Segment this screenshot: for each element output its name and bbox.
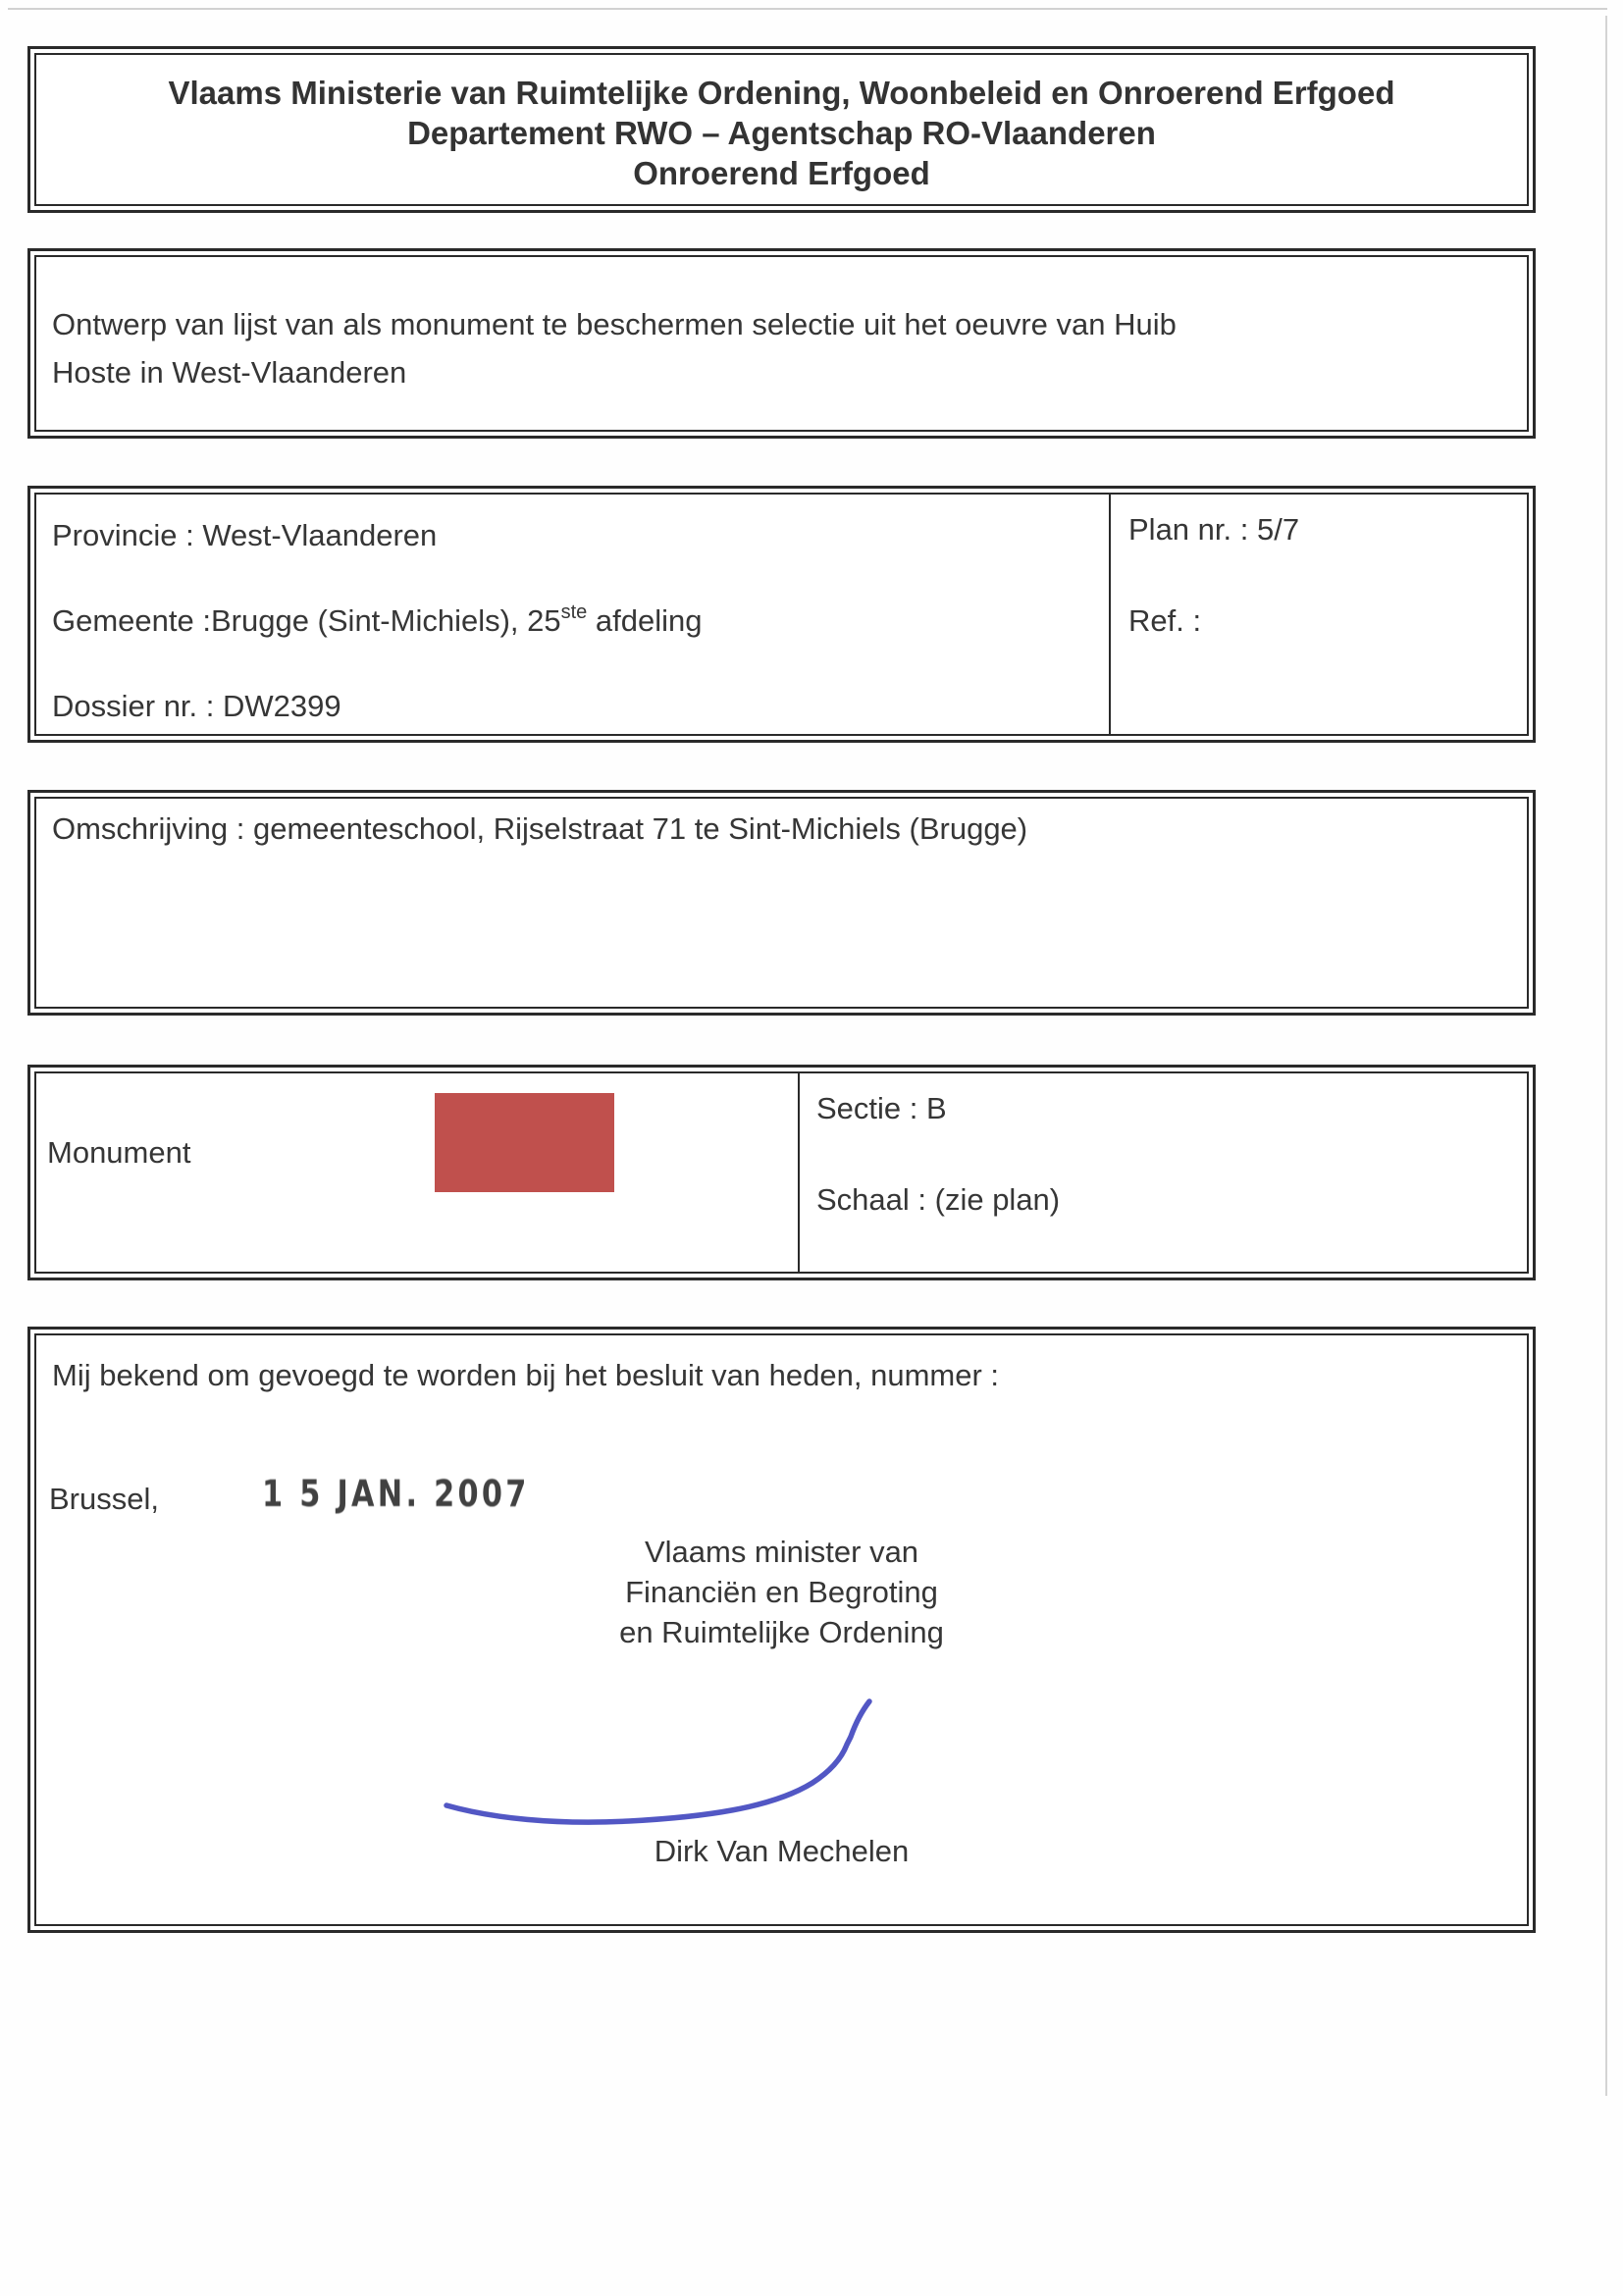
subject-line-2: Hoste in West-Vlaanderen — [52, 355, 407, 390]
ministry-line-3: Onroerend Erfgoed — [633, 155, 930, 191]
description-box — [27, 790, 1536, 1016]
location-details-inner — [34, 493, 1529, 736]
monument-label: Monument — [47, 1135, 191, 1170]
subject-inner — [34, 255, 1529, 432]
subject-box — [27, 248, 1536, 439]
description-inner — [34, 797, 1529, 1009]
date-stamp: 1 5 JAN. 2007 — [262, 1473, 530, 1515]
minister-title-block — [36, 1532, 1527, 1652]
scan-edge-top — [8, 8, 1607, 10]
subject-text — [52, 300, 1177, 396]
dossier-field: Dossier nr. : DW2399 — [52, 689, 341, 723]
omschrijving-field: Omschrijving : gemeenteschool, Rijselstraat 71 te Sint-Michiels (Brugge) — [52, 811, 1028, 846]
minister-title-line-2: Financiën en Begroting — [625, 1575, 938, 1609]
signature-box — [27, 1327, 1536, 1933]
attestation-statement: Mij bekend om gevoegd te worden bij het besluit van heden, nummer : — [52, 1358, 1000, 1392]
legend-box — [27, 1065, 1536, 1280]
signature-path — [446, 1701, 869, 1822]
ministry-line-1: Vlaams Ministerie van Ruimtelijke Ordening, Woonbeleid en Onroerend Erfgoed — [168, 75, 1395, 111]
sectie-field: Sectie : B — [816, 1091, 947, 1125]
signature-inner — [34, 1333, 1529, 1926]
plan-nr-field: Plan nr. : 5/7 — [1128, 512, 1300, 547]
monument-color-swatch — [435, 1093, 614, 1192]
ministry-header-box — [27, 46, 1536, 213]
schaal-field: Schaal : (zie plan) — [816, 1182, 1061, 1217]
minister-title-line-3: en Ruimtelijke Ordening — [619, 1615, 944, 1649]
ministry-header-inner — [34, 53, 1529, 206]
legend-inner — [34, 1071, 1529, 1274]
minister-title-line-1: Vlaams minister van — [644, 1535, 919, 1569]
signer-name: Dirk Van Mechelen — [654, 1834, 910, 1868]
ministry-line-2: Departement RWO – Agentschap RO-Vlaanderen — [407, 115, 1156, 151]
ministry-header — [36, 73, 1527, 193]
provincie-field: Provincie : West-Vlaanderen — [52, 518, 438, 552]
legend-column-divider — [798, 1073, 800, 1272]
gemeente-text: Gemeente :Brugge (Sint-Michiels), 25 — [52, 603, 561, 638]
location-details-box — [27, 486, 1536, 743]
place-label: Brussel, — [49, 1482, 159, 1516]
ref-field: Ref. : — [1128, 603, 1202, 638]
gemeente-text-tail: afdeling — [587, 603, 703, 638]
subject-line-1: Ontwerp van lijst van als monument te beschermen selectie uit het oeuvre van Huib — [52, 307, 1177, 341]
gemeente-field — [52, 602, 703, 640]
column-divider — [1109, 495, 1111, 734]
scan-edge-right — [1605, 16, 1607, 2096]
signature-stroke — [443, 1694, 904, 1831]
gemeente-ordinal-suffix: ste — [560, 601, 588, 623]
